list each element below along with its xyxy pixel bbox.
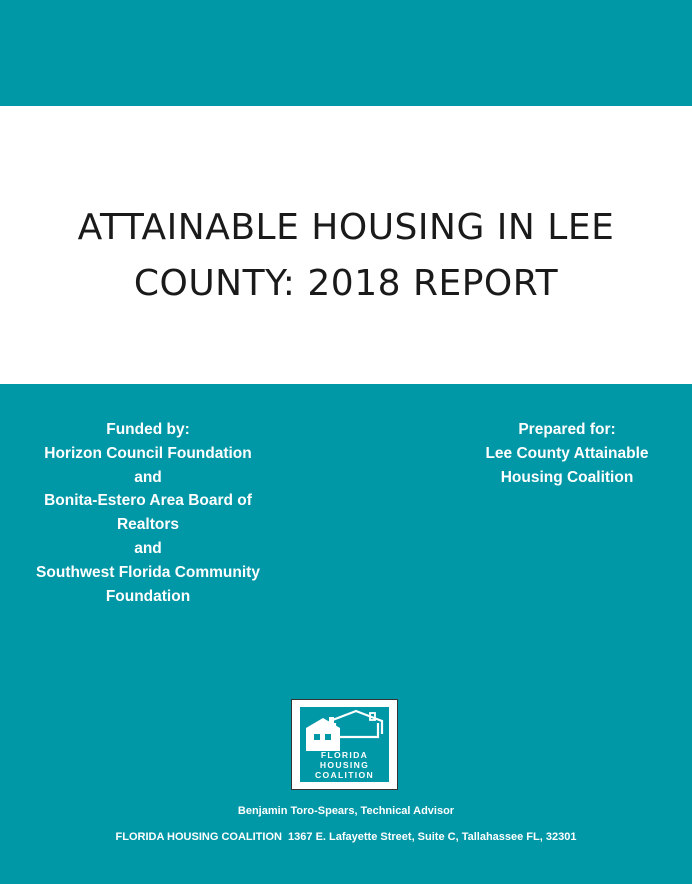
funder-line: Foundation [105,587,191,605]
logo-line: HOUSING [319,759,370,770]
funder-line: Bonita-Estero Area Board of [44,492,252,510]
organization-address: FLORIDA HOUSING COALITION 1367 E. Lafayette Street, Suite C, Tallahassee FL, 32301 [115,831,577,843]
report-title-line-2: COUNTY: 2018 REPORT [133,263,559,304]
funder-line: Horizon Council Foundation [44,444,252,462]
report-title [0,200,692,312]
recipient-line: Housing Coalition [500,468,634,486]
logo-line: FLORIDA [320,750,369,760]
prepared-for-block [462,418,672,489]
logo-wordmark [300,751,389,780]
funded-by-block [18,418,278,608]
title-area [0,106,692,384]
top-teal-band [0,0,692,106]
recipient-line: Lee County Attainable [485,444,649,462]
technical-advisor: Benjamin Toro-Spears, Technical Advisor [237,805,455,817]
funder-line: and [134,539,162,557]
funder-line: Realtors [116,516,180,534]
prepared-for-label: Prepared for: [518,421,616,438]
florida-housing-coalition-logo [291,699,398,790]
report-title-line-1: ATTAINABLE HOUSING IN LEE [77,207,615,248]
funder-line: Southwest Florida Community [36,563,260,581]
bottom-teal-band [0,384,692,884]
funder-line: and [134,468,162,486]
logo-panel [300,707,389,782]
logo-line: COALITION [315,769,374,780]
funded-by-label: Funded by: [106,421,190,438]
